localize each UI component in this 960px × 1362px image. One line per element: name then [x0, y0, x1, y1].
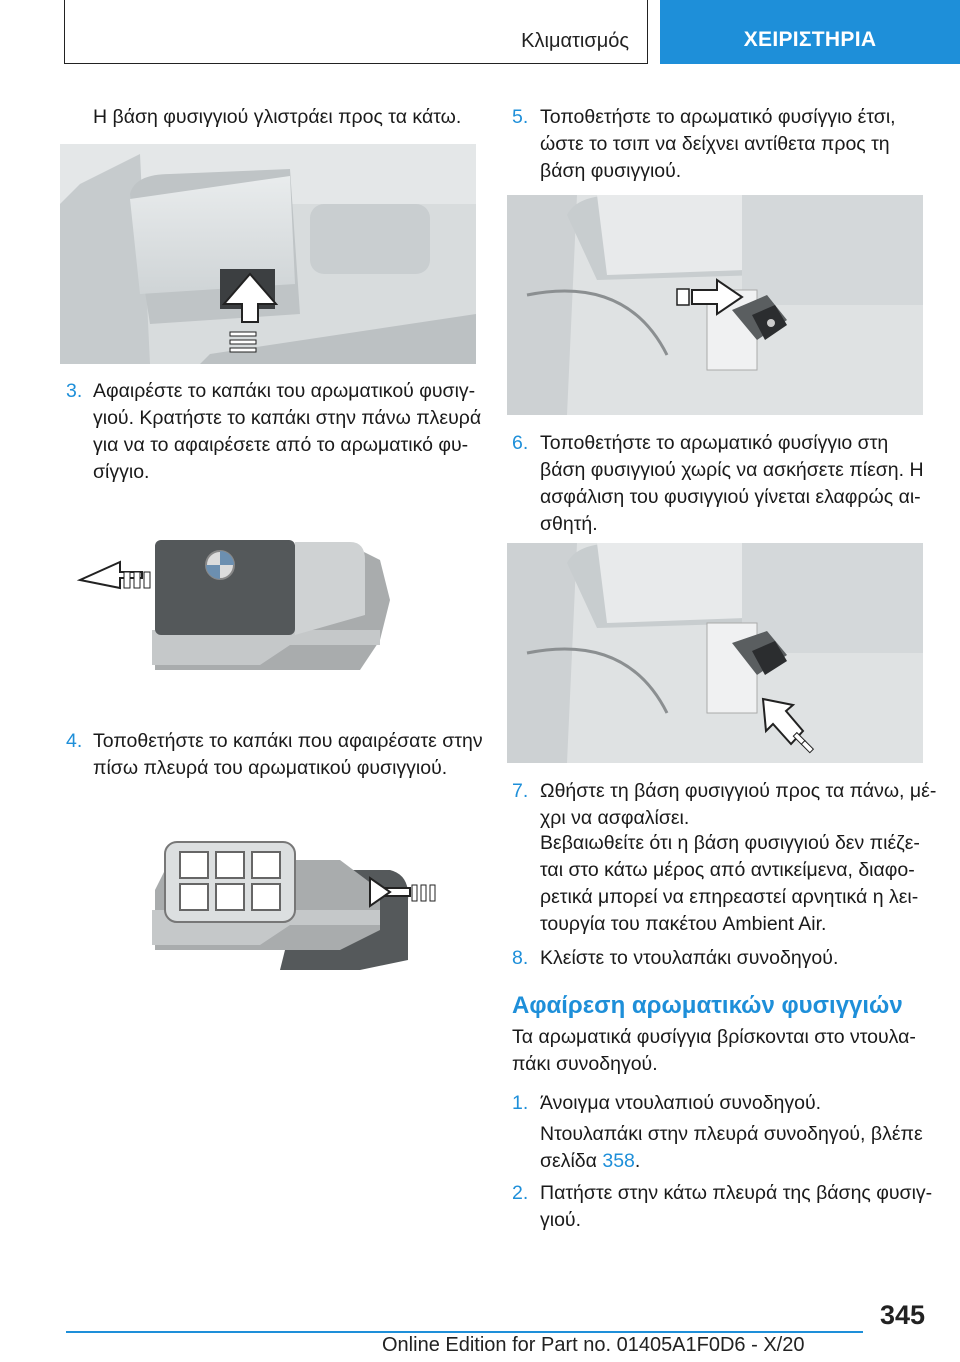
sub-step-2-line-2: γιού.	[540, 1209, 582, 1231]
step-5-line-2: ώστε το τσιπ να δείχνει αντίθετα προς τη	[540, 133, 890, 155]
step-6-line-3: ασφάλιση του φυσιγγιού γίνεται ελαφρώς αι‐	[540, 486, 921, 508]
sub-step-1-line: Άνοιγμα ντουλαπιού συνοδηγού.	[540, 1092, 822, 1114]
header-section-title: Κλιματισμός	[521, 30, 629, 52]
section-intro-line-2: πάκι συνοδηγού.	[512, 1053, 658, 1075]
step-5-line-3: βάση φυσιγγιού.	[540, 160, 682, 182]
step-7-number: 7.	[512, 780, 529, 802]
step-7-note-line-1: Βεβαιωθείτε ότι η βάση φυσιγγιού δεν πιέζε‐	[540, 832, 920, 854]
step-7-line-2: χρι να ασφαλίσει.	[540, 807, 690, 829]
illustration-remove-cap	[60, 520, 480, 690]
step-6-number: 6.	[512, 432, 529, 454]
step-7-note-line-2: ται στο κάτω μέρος από αντικείμενα, διαφο‐	[540, 859, 915, 881]
step-7-line-1: Ωθήστε τη βάση φυσιγγιού προς τα πάνω, μέ‐	[540, 780, 937, 802]
sub-step-2-number: 2.	[512, 1182, 529, 1204]
sub-step-1-number: 1.	[512, 1092, 529, 1114]
section-intro-line-1: Τα αρωματικά φυσίγγια βρίσκονται στο ντουλα‐	[512, 1026, 916, 1048]
step-3-number: 3.	[66, 380, 83, 402]
photo-insert-cartridge-chip	[507, 195, 923, 415]
footer-edition: Online Edition for Part no. 01405A1F0D6 - X/20	[382, 1334, 805, 1356]
step-8-number: 8.	[512, 947, 529, 969]
step-4-line-1: Τοποθετήστε το καπάκι που αφαιρέσατε στην	[93, 730, 483, 752]
step-4-line-2: πίσω πλευρά του αρωματικού φυσιγγιού.	[93, 757, 448, 779]
step-7-note-line-3: ρετικά μπορεί να επηρεαστεί αρνητικά η λει‐	[540, 886, 919, 908]
illustration-place-cap-back	[140, 830, 460, 990]
step-3-line-1: Αφαιρέστε το καπάκι του αρωματικού φυσιγ‐	[93, 380, 476, 402]
intro-line: Η βάση φυσιγγιού γλιστράει προς τα κάτω.	[93, 106, 462, 128]
sub-step-2-line-1: Πατήστε στην κάτω πλευρά της βάσης φυσιγ‐	[540, 1182, 933, 1204]
photo-push-holder-up	[507, 543, 923, 763]
header-section-box	[64, 0, 648, 64]
footer-divider	[66, 1331, 863, 1333]
header-chapter-tab: ΧΕΙΡΙΣΤΗΡΙΑ	[660, 0, 960, 64]
step-6-line-4: σθητή.	[540, 513, 598, 535]
step-5-number: 5.	[512, 106, 529, 128]
step-3-line-3: για να το αφαιρέσετε από το αρωματικό φυ‐	[93, 434, 469, 456]
sub-step-1-note-line-1: Ντουλαπάκι στην πλευρά συνοδηγού, βλέπε	[540, 1123, 923, 1145]
step-6-line-1: Τοποθετήστε το αρωματικό φυσίγγιο στη	[540, 432, 889, 454]
step-3-line-4: σίγγιο.	[93, 461, 150, 483]
step-7-note-line-4: τουργία του πακέτου Ambient Air.	[540, 913, 827, 935]
page-number: 345	[880, 1300, 926, 1330]
step-6-line-2: βάση φυσιγγιού χωρίς να ασκήσετε πίεση. Η	[540, 459, 924, 481]
sub-step-1-note-line-2	[540, 1148, 640, 1175]
page-ref-suffix: .	[634, 1150, 641, 1172]
page-link-358[interactable]: 358	[602, 1150, 635, 1172]
section-heading: Αφαίρεση αρωματικών φυσιγγιών	[512, 992, 903, 1019]
page-ref-prefix: σελίδα	[540, 1150, 603, 1172]
step-5-line-1: Τοποθετήστε το αρωματικό φυσίγγιο έτσι,	[540, 106, 896, 128]
step-4-number: 4.	[66, 730, 83, 752]
photo-cartridge-holder-down	[60, 144, 476, 364]
step-3-line-2: γιού. Κρατήστε το καπάκι στην πάνω πλευρά	[93, 407, 482, 429]
step-8-line: Κλείστε το ντουλαπάκι συνοδηγού.	[540, 947, 839, 969]
